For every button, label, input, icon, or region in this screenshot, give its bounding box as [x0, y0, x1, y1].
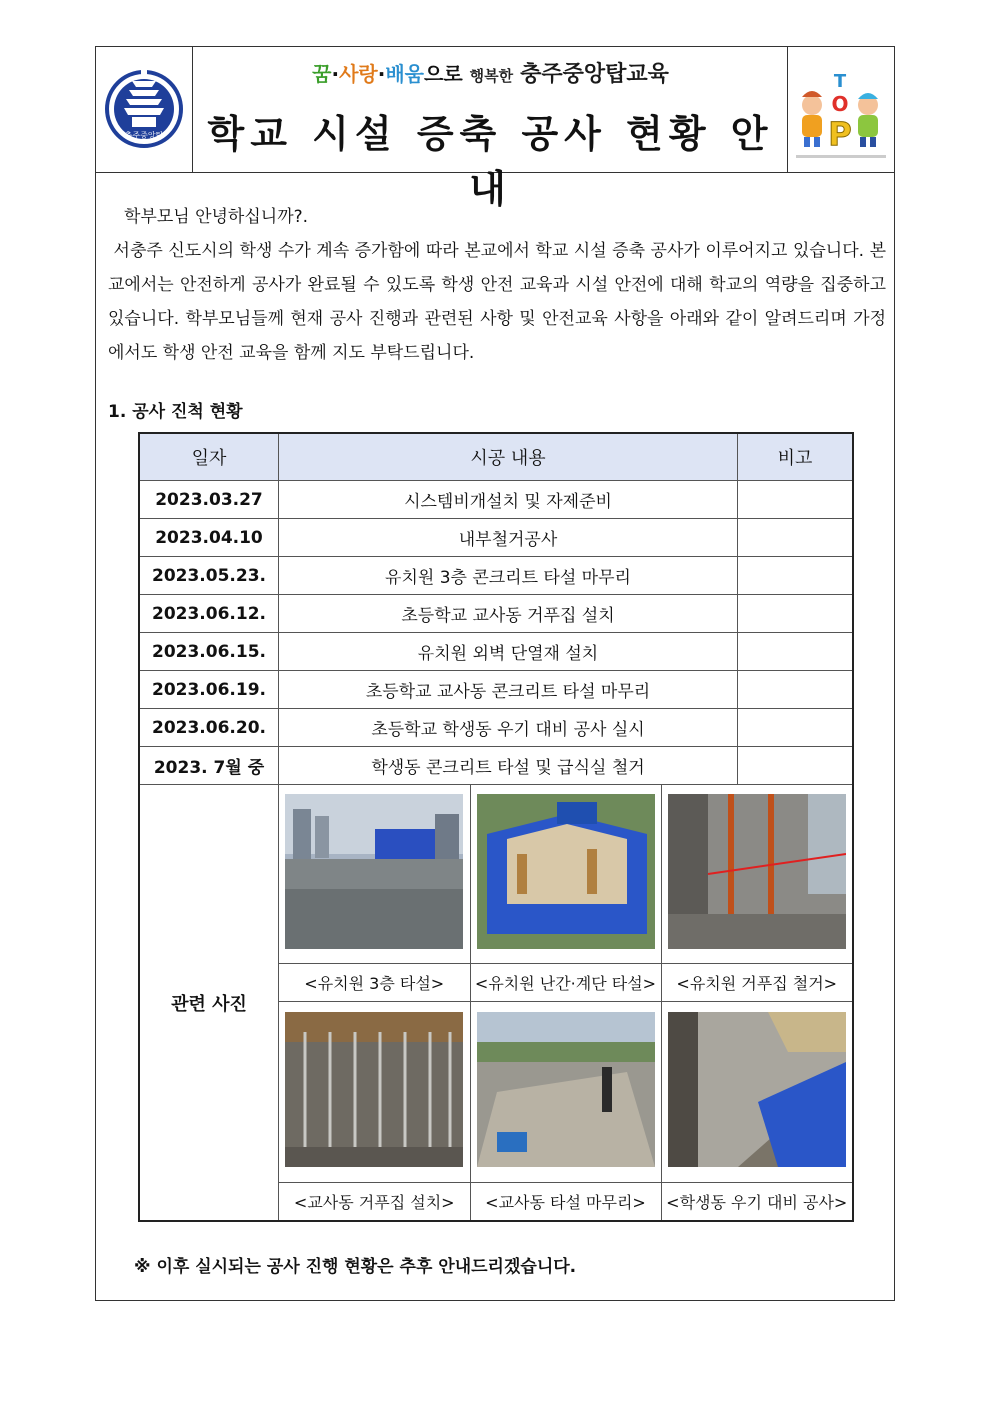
row-note — [738, 481, 854, 519]
table-header-row — [139, 433, 853, 481]
slogan-brand: 충주중앙탑교육 — [520, 62, 669, 87]
row-content: 시스템비개설치 및 자제준비 — [279, 481, 738, 519]
row-date: 2023.06.19. — [139, 671, 279, 709]
header-content: 시공 내용 — [279, 433, 738, 481]
row-note — [738, 557, 854, 595]
row-note — [738, 595, 854, 633]
slogan-separator: · — [331, 62, 340, 86]
logo-text: 충주중앙탑 — [124, 131, 164, 140]
row-note — [738, 709, 854, 747]
photo-caption: <교사동 거푸집 설치> — [279, 1183, 470, 1221]
greeting: 학부모님 안녕하십니까?. — [124, 207, 309, 227]
photo-kindergarten-railing-stairs — [477, 794, 655, 949]
slogan-happy: 행복한 — [469, 67, 514, 85]
mascot-letter-o: O — [831, 92, 849, 116]
slogan-dream: 꿈 — [312, 62, 332, 86]
row-date: 2023.06.12. — [139, 595, 279, 633]
photo-cell — [279, 785, 470, 964]
photo-cell — [661, 1002, 852, 1183]
photo-grid-cell — [279, 785, 854, 1222]
header-date: 일자 — [139, 433, 279, 481]
row-content: 유치원 3층 콘크리트 타설 마무리 — [279, 557, 738, 595]
table-row — [139, 557, 853, 595]
table-row — [139, 633, 853, 671]
photo-kindergarten-3f-pour — [285, 794, 463, 949]
photo-cell — [470, 785, 661, 964]
header-note: 비고 — [738, 433, 854, 481]
photo-classroom-pour-finish — [477, 1012, 655, 1167]
table-row — [139, 671, 853, 709]
table-row — [139, 595, 853, 633]
document-page — [95, 46, 895, 1301]
row-content: 초등학교 교사동 콘크리트 타설 마무리 — [279, 671, 738, 709]
slogan — [193, 57, 788, 88]
table-row — [139, 709, 853, 747]
photo-row — [139, 785, 853, 1222]
mascot-cell — [788, 47, 894, 172]
row-date: 2023.03.27 — [139, 481, 279, 519]
page-title: 학교 시설 증축 공사 현황 안내 — [207, 112, 774, 211]
photo-classroom-formwork — [285, 1012, 463, 1167]
slogan-separator: · — [377, 62, 386, 86]
row-content: 학생동 콘크리트 타설 및 급식실 철거 — [279, 747, 738, 785]
photo-caption: <교사동 타설 마무리> — [470, 1183, 661, 1221]
slogan-love: 사랑 — [339, 62, 378, 86]
table-row — [139, 747, 853, 785]
mascot-letter-t: T — [833, 71, 847, 92]
header — [96, 47, 894, 211]
school-logo-cell — [96, 47, 193, 172]
row-date: 2023.06.15. — [139, 633, 279, 671]
photo-caption: <유치원 3층 타설> — [279, 964, 470, 1002]
footnote: ※ 이후 실시되는 공사 진행 현황은 추후 안내드리겠습니다. — [134, 1257, 577, 1277]
row-date: 2023.05.23. — [139, 557, 279, 595]
row-content: 유치원 외벽 단열재 설치 — [279, 633, 738, 671]
slogan-learning: 배움 — [385, 62, 424, 86]
photos-label: 관련 사진 — [139, 785, 279, 1222]
title-cell — [193, 47, 788, 211]
row-content: 내부철거공사 — [279, 519, 738, 557]
photo-grid — [279, 785, 852, 1220]
photo-cell — [470, 1002, 661, 1183]
photo-caption: <유치원 난간·계단 타설> — [470, 964, 661, 1002]
mascot-logo-icon — [788, 47, 894, 172]
photo-cell — [279, 1002, 470, 1183]
schedule-table — [138, 432, 854, 1222]
table-row — [139, 519, 853, 557]
row-date: 2023.04.10 — [139, 519, 279, 557]
photo-kindergarten-formwork-removal — [668, 794, 846, 949]
row-note — [738, 519, 854, 557]
photo-cell — [661, 785, 852, 964]
row-date: 2023.06.20. — [139, 709, 279, 747]
intro-paragraph — [108, 234, 886, 370]
school-logo-icon — [96, 47, 193, 172]
row-note — [738, 671, 854, 709]
row-content: 초등학교 학생동 우기 대비 공사 실시 — [279, 709, 738, 747]
slogan-with: 으로 — [424, 62, 463, 86]
intro-text: 서충주 신도시의 학생 수가 계속 증가함에 따라 본교에서 학교 시설 증축 공사가 이루어지고 있습니다. 본교에서는 안전하게 공사가 완료될 수 있도록 학생 안전 교육과 시설 안전에 대해 학교의 역량을 집중하고 있습니다. 학부모님들께 현재 공사 진행과 관련된 사항 및 안전교육 사항을 아래와 같이 알려드리며 가정에서도 학생 안전 교육을 함께 지도 부탁드립니다. — [108, 241, 887, 363]
row-note — [738, 747, 854, 785]
photo-caption: <유치원 거푸집 철거> — [661, 964, 852, 1002]
mascot-letter-p: P — [828, 115, 852, 153]
photo-caption: <학생동 우기 대비 공사> — [661, 1183, 852, 1221]
row-content: 초등학교 교사동 거푸집 설치 — [279, 595, 738, 633]
table-row — [139, 481, 853, 519]
photo-student-building-rain-prep — [668, 1012, 846, 1167]
row-date: 2023. 7월 중 — [139, 747, 279, 785]
row-note — [738, 633, 854, 671]
section-title: 1. 공사 진척 현황 — [108, 402, 243, 422]
